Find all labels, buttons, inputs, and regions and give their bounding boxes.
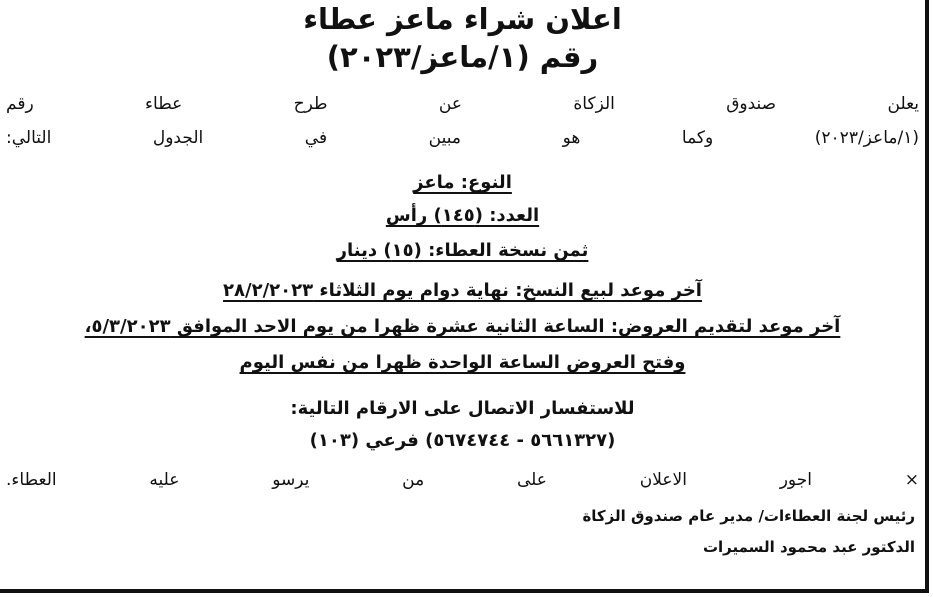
- contact-numbers: (٥٦٦١٣٢٧ - ٥٦٧٤٧٤٤) فرعي (١٠٣): [309, 430, 616, 451]
- signature-title: رئيس لجنة العطاءات/ مدير عام صندوق الزكاة: [582, 507, 915, 525]
- field-type-text: النوع: ماعز: [413, 172, 512, 193]
- intro-line-2: (١/ماعز/٢٠٢٣) وكما هو مبين في الجدول التالي:: [6, 128, 919, 148]
- field-submission-deadline: [0, 316, 925, 337]
- fee-note: × اجور الاعلان على من يرسو عليه العطاء.: [6, 470, 919, 490]
- tender-number: رقم (١/ماعز/٢٠٢٣): [326, 40, 599, 74]
- ad-title: اعلان شراء ماعز عطاء: [303, 2, 622, 36]
- field-price: [0, 240, 925, 261]
- signature-name: الدكتور عبد محمود السميرات: [702, 538, 915, 556]
- field-sale-deadline-text: آخر موعد لبيع النسخ: نهاية دوام يوم الثلاثاء ٢٨/٢/٢٠٢٣: [223, 280, 702, 301]
- intro-line-1: يعلن صندوق الزكاة عن طرح عطاء رقم: [6, 94, 919, 114]
- field-opening: [0, 352, 925, 373]
- field-count: [0, 205, 925, 226]
- field-submission-deadline-text: آخر موعد لتقديم العروض: الساعة الثانية عشرة ظهرا من يوم الاحد الموافق ٥/٣/٢٠٢٣،: [84, 316, 841, 337]
- field-type: [0, 172, 925, 193]
- field-price-text: ثمن نسخة العطاء: (١٥) دينار: [336, 240, 589, 261]
- field-count-text: العدد: (١٤٥) رأس: [385, 205, 540, 226]
- contact-label: للاستفسار الاتصال على الارقام التالية:: [290, 398, 635, 419]
- field-sale-deadline: [0, 280, 925, 301]
- field-opening-text: وفتح العروض الساعة الواحدة ظهرا من نفس اليوم: [239, 352, 686, 373]
